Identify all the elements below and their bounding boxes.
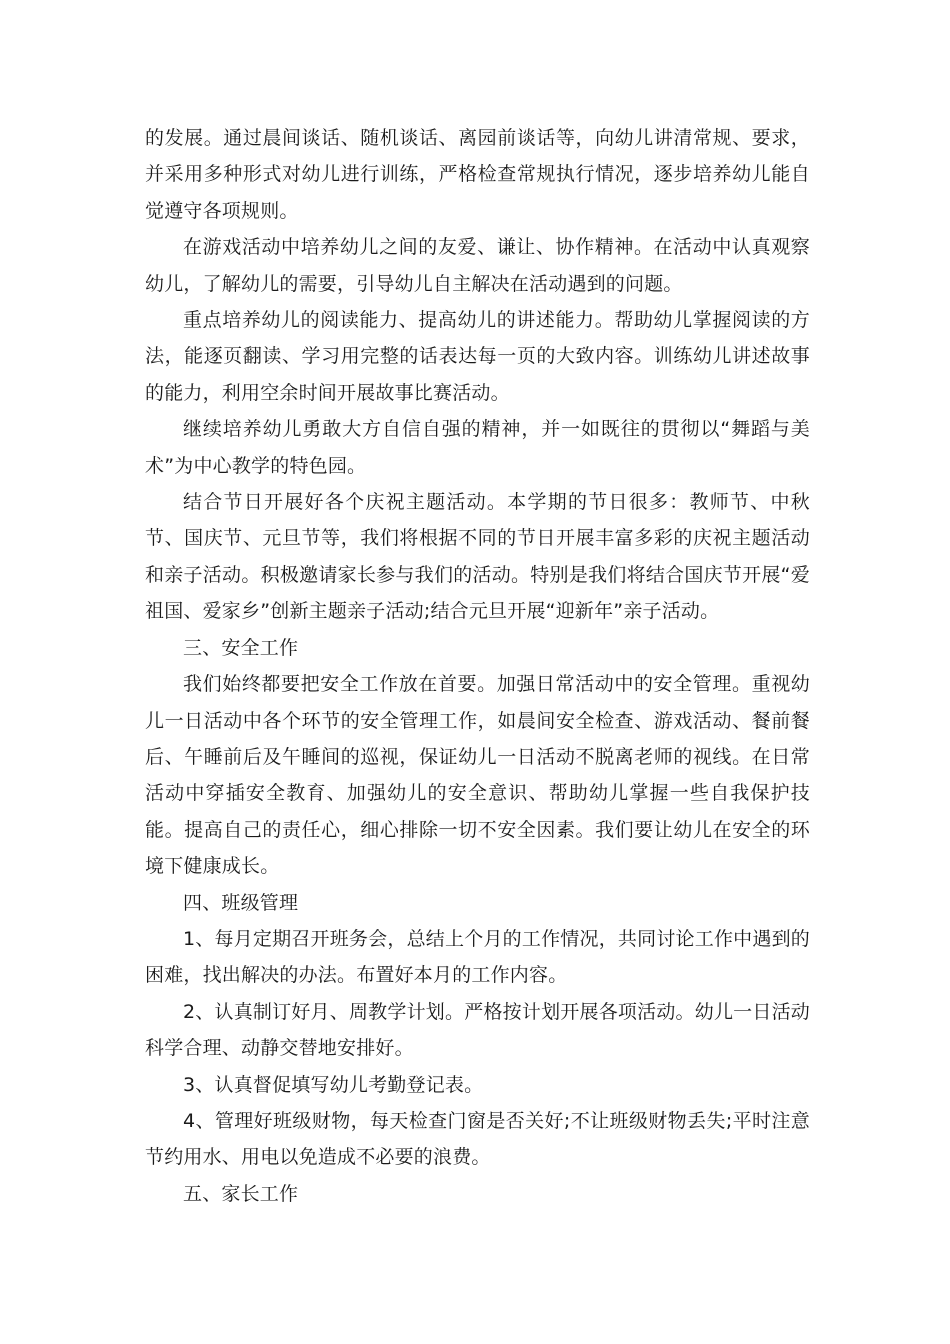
list-item-class-meeting: 1、每月定期召开班务会，总结上个月的工作情况，共同讨论工作中遇到的困难，找出解决的办法。布置好本月的工作内容。	[145, 927, 810, 987]
document-body	[145, 120, 810, 1212]
paragraph-game-activities: 在游戏活动中培养幼儿之间的友爱、谦让、协作精神。在活动中认真观察幼儿，了解幼儿的需要，引导幼儿自主解决在活动遇到的问题。	[145, 236, 810, 295]
paragraph-festival-activities: 结合节日开展好各个庆祝主题活动。本学期的节日很多：教师节、中秋节、国庆节、元旦节等，我们将根据不同的节日开展丰富多彩的庆祝主题活动和亲子活动。积极邀请家长参与我们的活动。特别是我们将结合国庆节开展“爱祖国、爱家乡”创新主题亲子活动;结合元旦开展“迎新年”亲子活动。	[145, 491, 810, 623]
paragraph-continuation: 的发展。通过晨间谈话、随机谈话、离园前谈话等，向幼儿讲清常规、要求，并采用多种形式对幼儿进行训练，严格检查常规执行情况，逐步培养幼儿能自觉遵守各项规则。	[145, 127, 810, 222]
list-item-attendance: 3、认真督促填写幼儿考勤登记表。	[183, 1073, 484, 1096]
section-heading-safety: 三、安全工作	[183, 636, 299, 659]
list-item-teaching-plan: 2、认真制订好月、周教学计划。严格按计划开展各项活动。幼儿一日活动科学合理、动静交替地安排好。	[145, 1000, 810, 1060]
section-heading-class-management: 四、班级管理	[183, 891, 299, 914]
section-heading-parent-work: 五、家长工作	[183, 1182, 299, 1205]
paragraph-confidence: 继续培养幼儿勇敢大方自信自强的精神，并一如既往的贯彻以“舞蹈与美术”为中心教学的特色园。	[145, 418, 810, 477]
paragraph-reading-ability: 重点培养幼儿的阅读能力、提高幼儿的讲述能力。帮助幼儿掌握阅读的方法，能逐页翻读、学习用完整的话表达每一页的大致内容。训练幼儿讲述故事的能力，利用空余时间开展故事比赛活动。	[145, 309, 810, 404]
paragraph-safety-work: 我们始终都要把安全工作放在首要。加强日常活动中的安全管理。重视幼儿一日活动中各个环节的安全管理工作，如晨间安全检查、游戏活动、餐前餐后、午睡前后及午睡间的巡视，保证幼儿一日活动不脱离老师的视线。在日常活动中穿插安全教育、加强幼儿的安全意识、帮助幼儿掌握一些自我保护技能。提高自己的责任心，细心排除一切不安全因素。我们要让幼儿在安全的环境下健康成长。	[145, 673, 810, 878]
list-item-class-property: 4、管理好班级财物，每天检查门窗是否关好;不让班级财物丢失;平时注意节约用水、用电以免造成不必要的浪费。	[145, 1109, 810, 1169]
